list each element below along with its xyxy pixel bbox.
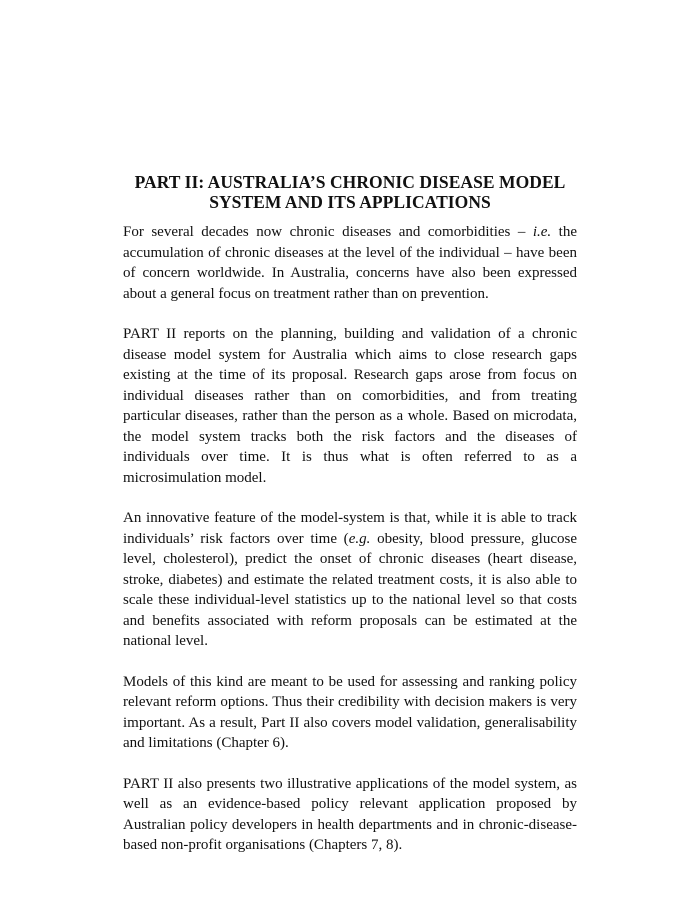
paragraph-innovative-feature [123, 508, 577, 652]
paragraph-planning: PART II reports on the planning, building and validation of a chronic disease model system for Australia which aims to close research gaps existing at the time of its proposal. Research gaps arose from focus on individual diseases rather than on comorbidities, and from treating particular diseases, rather than the person as a whole. Based on microdata, the model system tracks both the risk factors and the diseases of individuals over time. It is thus what is often referred to as a microsimulation model. [123, 326, 577, 486]
paragraph-applications: PART II also presents two illustrative applications of the model system, as well as an evidence-based policy relevant application proposed by Australian policy developers in health departments and in chronic-disease-based non-profit organisations (Chapters 7, 8). [123, 775, 577, 853]
part-title-line-2: SYSTEM AND ITS APPLICATIONS [209, 192, 491, 212]
part-title [112, 172, 588, 212]
paragraph-intro [123, 222, 577, 304]
paragraph-models-credibility: Models of this kind are meant to be used for assessing and ranking policy relevant reform options. Thus their credibility with decision makers is very important. As a result, Part II also covers model validation, generalisability and limitations (Chapter 6). [123, 673, 577, 751]
paragraph-innovative-text-a: An innovative feature of the model-system is that, while it is able to track individuals’ risk factors over time ( [123, 510, 577, 547]
part-title-line-1: PART II: AUSTRALIA’S CHRONIC DISEASE MODEL [134, 172, 566, 192]
paragraph-innovative-italic: e.g. [348, 530, 371, 547]
paragraph-intro-text-a: For several decades now chronic diseases and comorbidities – [123, 224, 533, 240]
paragraph-intro-text-c: the accumulation of chronic diseases at the level of the individual – have been of concern worldwide. In Australia, concerns have also been expressed about a general focus on treatment rather than on prevention. [123, 224, 577, 302]
paragraph-innovative-text-c: obesity, blood pressure, glucose level, cholesterol), predict the onset of chronic diseases (heart disease, stroke, diabetes) and estimate the related treatment costs, it is also able to scale these individual-level statistics up to the national level so that costs and benefits associated with reform proposals can be estimated at the national level. [123, 530, 577, 649]
body-text [123, 222, 577, 876]
paragraph-intro-italic: i.e. [532, 224, 552, 240]
